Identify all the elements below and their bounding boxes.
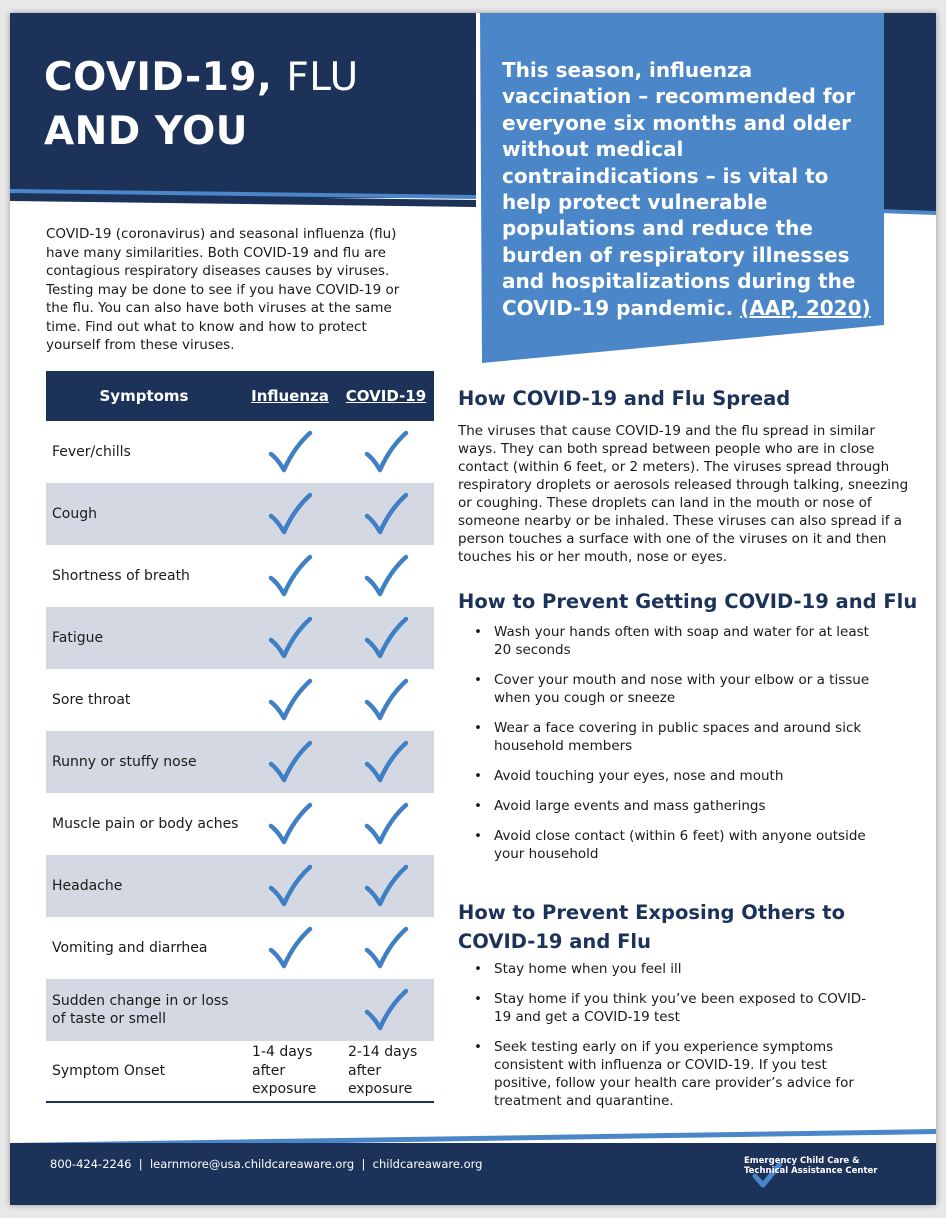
table-row xyxy=(46,421,434,483)
intro-paragraph: COVID-19 (coronavirus) and seasonal influenza (flu) have many similarities. Both COVID-19 and flu are contagious respiratory diseases causes by viruses. Testing may be done to see if you have COVID-19 or the flu. You can also have both viruses at the same time. Find out what to know and how to protect yourself from these viruses. xyxy=(46,226,400,353)
list-item: • Avoid close contact (within 6 feet) with anyone outside your household xyxy=(458,827,878,863)
page xyxy=(10,13,936,1205)
header-right-bar xyxy=(880,13,936,213)
symptom-name: Sudden change in or loss of taste or smell xyxy=(46,979,242,1041)
influenza-cell xyxy=(242,421,338,483)
check-icon xyxy=(363,616,409,660)
check-icon xyxy=(267,740,313,784)
symptoms-table xyxy=(46,371,434,1103)
symptom-name: Headache xyxy=(46,855,242,917)
table-row-onset xyxy=(46,1041,434,1102)
logo-line2: Technical Assistance Center xyxy=(744,1166,878,1176)
callout-text xyxy=(502,57,872,321)
logo-line1: Emergency Child Care & xyxy=(744,1156,860,1166)
table-row xyxy=(46,979,434,1041)
onset-label: Symptom Onset xyxy=(46,1041,242,1102)
check-icon xyxy=(267,926,313,970)
symptom-name: Sore throat xyxy=(52,692,131,708)
header-symptoms: Symptoms xyxy=(46,371,242,421)
table-row xyxy=(46,855,434,917)
header-accent-stripe xyxy=(10,189,480,207)
influenza-cell xyxy=(242,607,338,669)
influenza-cell xyxy=(242,855,338,917)
right-accent-stripe xyxy=(880,209,936,219)
check-icon xyxy=(363,926,409,970)
table-row xyxy=(46,793,434,855)
check-icon xyxy=(363,802,409,846)
check-icon xyxy=(363,492,409,536)
check-icon xyxy=(267,492,313,536)
onset-covid: 2-14 days after exposure xyxy=(338,1041,434,1102)
callout-body: This season, influenza vaccination – recommended for everyone six months and older without medical contraindications – is vital to help protect vulnerable populations and reduce the burden of respiratory illnesses and hospitalizations during the COVID-19 pandemic. xyxy=(502,58,856,320)
list-item: • Wash your hands often with soap and water for at least 20 seconds xyxy=(458,623,878,659)
covid-cell xyxy=(338,483,434,545)
influenza-cell xyxy=(242,979,338,1041)
check-icon xyxy=(363,430,409,474)
onset-influenza: 1-4 days after exposure xyxy=(242,1041,338,1102)
covid-cell xyxy=(338,855,434,917)
check-icon xyxy=(363,740,409,784)
check-icon xyxy=(363,988,409,1032)
table-body xyxy=(46,421,434,1102)
list-item: • Stay home when you feel ill xyxy=(458,960,878,978)
list-item: • Wear a face covering in public spaces and around sick household members xyxy=(458,719,878,755)
covid-cell xyxy=(338,545,434,607)
check-icon xyxy=(267,802,313,846)
list-item: • Seek testing early on if you experience symptoms consistent with influenza or COVID-19. If you test positive, follow your health care provider’s advice for treatment and quarantine. xyxy=(458,1038,878,1110)
influenza-cell xyxy=(242,545,338,607)
covid-cell xyxy=(338,793,434,855)
table-row xyxy=(46,607,434,669)
symptom-name: Runny or stuffy nose xyxy=(46,731,242,793)
page-title xyxy=(44,51,359,159)
influenza-cell xyxy=(242,669,338,731)
table-row xyxy=(46,545,434,607)
title-part-covid: COVID-19, xyxy=(44,55,273,100)
prevent-exposing-list xyxy=(458,960,878,1122)
check-icon xyxy=(267,864,313,908)
symptom-name: Shortness of breath xyxy=(52,568,190,584)
symptom-name: Vomiting and diarrhea xyxy=(52,940,208,956)
covid-cell xyxy=(338,421,434,483)
covid-cell xyxy=(338,731,434,793)
title-part-and-you: AND YOU xyxy=(44,109,248,154)
prevent-getting-list xyxy=(458,623,878,875)
table-row xyxy=(46,669,434,731)
heading-prevent-exposing xyxy=(458,898,845,956)
influenza-cell xyxy=(242,793,338,855)
table-row xyxy=(46,731,434,793)
list-item: • Cover your mouth and nose with your elbow or a tissue when you cough or sneeze xyxy=(458,671,878,707)
title-part-flu: FLU xyxy=(286,55,359,100)
covid-cell xyxy=(338,979,434,1041)
symptom-name: Fatigue xyxy=(46,607,242,669)
table-header-row xyxy=(46,371,434,421)
influenza-cell xyxy=(242,483,338,545)
heading-prevent-getting: How to Prevent Getting COVID-19 and Flu xyxy=(458,590,918,613)
influenza-cell xyxy=(242,917,338,979)
symptom-name: Cough xyxy=(46,483,242,545)
list-item: • Avoid large events and mass gatherings xyxy=(458,797,878,815)
check-icon xyxy=(267,554,313,598)
influenza-cell xyxy=(242,731,338,793)
list-item: • Stay home if you think you’ve been exposed to COVID-19 and get a COVID-19 test xyxy=(458,990,878,1026)
check-icon xyxy=(363,678,409,722)
table-row xyxy=(46,483,434,545)
check-icon xyxy=(363,554,409,598)
heading-prevent-exposing-line1: How to Prevent Exposing Others to xyxy=(458,901,846,924)
footer-contact: 800-424-2246 | learnmore@usa.childcareaware.org | childcareaware.org xyxy=(50,1157,483,1171)
callout-citation-link[interactable]: (AAP, 2020) xyxy=(740,295,871,320)
header-covid: COVID-19 xyxy=(338,371,434,421)
heading-prevent-exposing-line2: COVID-19 and Flu xyxy=(458,930,651,953)
covid-cell xyxy=(338,607,434,669)
list-item: • Avoid touching your eyes, nose and mouth xyxy=(458,767,878,785)
check-icon xyxy=(363,864,409,908)
covid-cell xyxy=(338,917,434,979)
symptom-name: Fever/chills xyxy=(52,444,131,460)
header-influenza: Influenza xyxy=(242,371,338,421)
check-icon xyxy=(267,678,313,722)
check-icon xyxy=(267,616,313,660)
spread-paragraph: The viruses that cause COVID-19 and the flu spread in similar ways. They can both spread between people who are in close contact (within 6 feet, or 2 meters). The viruses spread through respiratory droplets or aerosols released through talking, sneezing or coughing. These droplets can land in the mouth or nose of someone nearby or be inhaled. These viruses can also spread if a person touches a surface with one of the viruses on it and then touches his or her mouth, nose or eyes. xyxy=(458,423,909,565)
table-row xyxy=(46,917,434,979)
heading-spread: How COVID-19 and Flu Spread xyxy=(458,387,791,410)
covid-cell xyxy=(338,669,434,731)
footer-logo xyxy=(744,1156,878,1176)
check-icon xyxy=(267,430,313,474)
symptom-name: Muscle pain or body aches xyxy=(52,815,239,832)
